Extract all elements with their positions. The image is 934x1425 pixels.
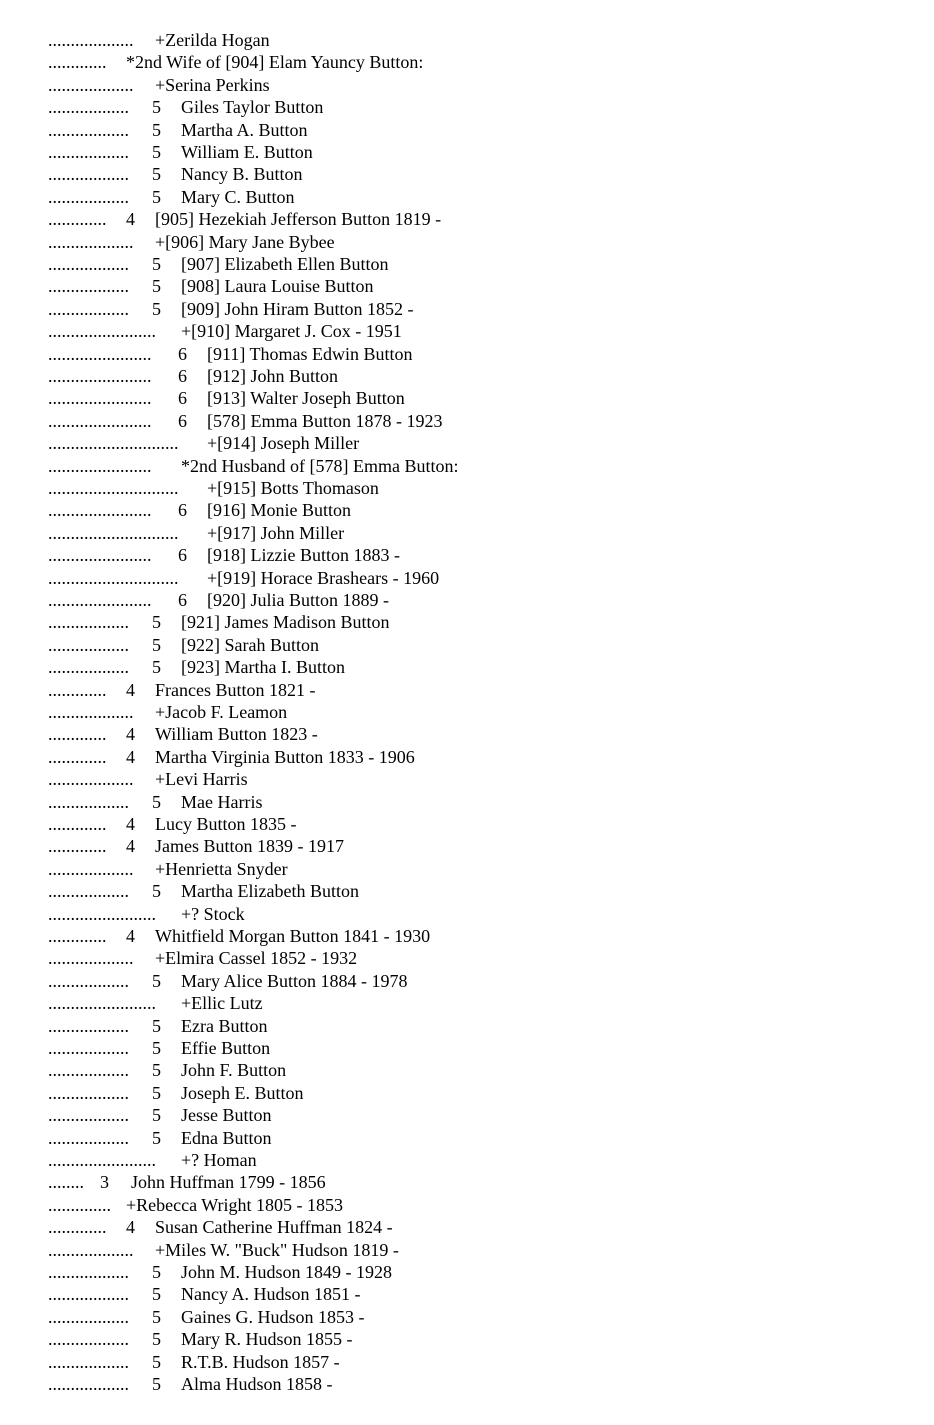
generation-number: 5 bbox=[152, 1127, 161, 1148]
generation-number: 5 bbox=[152, 1374, 161, 1394]
generation-number: 5 bbox=[152, 1082, 161, 1103]
generation-number: 5 bbox=[152, 142, 161, 162]
person-entry: Frances Button 1821 - bbox=[155, 679, 316, 700]
leader-dots: ............. bbox=[48, 724, 107, 745]
person-entry: Martha Virginia Button 1833 - 1906 bbox=[155, 746, 415, 767]
leader-dots: .................. bbox=[48, 1127, 129, 1148]
leader-dots: .................. bbox=[48, 276, 129, 297]
person-entry: James Button 1839 - 1917 bbox=[155, 836, 344, 857]
leader-dots: ........................ bbox=[48, 903, 156, 924]
leader-dots: ............. bbox=[48, 746, 107, 767]
leader-dots: ........................ bbox=[48, 993, 156, 1014]
person-entry: +Serina Perkins bbox=[155, 74, 270, 95]
leader-dots: .................. bbox=[48, 1082, 129, 1103]
leader-dots: .................. bbox=[48, 791, 129, 812]
generation-number: 6 bbox=[178, 366, 187, 386]
leader-dots: ................... bbox=[48, 858, 134, 879]
leader-dots: ....................... bbox=[48, 410, 152, 431]
generation-number: 6 bbox=[178, 410, 187, 431]
person-entry: [908] Laura Louise Button bbox=[181, 276, 374, 297]
leader-dots: ................... bbox=[48, 702, 134, 722]
leader-dots: .............. bbox=[48, 1194, 111, 1215]
leader-dots: .................. bbox=[48, 657, 129, 678]
leader-dots: ....................... bbox=[48, 590, 152, 610]
leader-dots: ............. bbox=[48, 1217, 107, 1238]
person-entry: Martha A. Button bbox=[181, 119, 308, 140]
person-entry: [921] James Madison Button bbox=[181, 612, 390, 633]
leader-dots: .................. bbox=[48, 1015, 129, 1036]
person-entry: +? Stock bbox=[181, 903, 245, 924]
leader-dots: ............. bbox=[48, 679, 107, 700]
generation-number: 4 bbox=[126, 814, 135, 834]
person-entry: Ezra Button bbox=[181, 1015, 268, 1036]
leader-dots: ................... bbox=[48, 948, 134, 969]
leader-dots: ................... bbox=[48, 769, 134, 790]
leader-dots: .................. bbox=[48, 1306, 129, 1327]
leader-dots: .................. bbox=[48, 970, 129, 991]
generation-number: 5 bbox=[152, 1262, 161, 1282]
leader-dots: .................. bbox=[48, 1284, 129, 1305]
person-entry: [920] Julia Button 1889 - bbox=[207, 590, 389, 610]
person-entry: Mae Harris bbox=[181, 791, 263, 812]
person-entry: [918] Lizzie Button 1883 - bbox=[207, 545, 400, 566]
generation-number: 6 bbox=[178, 590, 187, 610]
person-entry: +[906] Mary Jane Bybee bbox=[155, 231, 335, 252]
person-entry: Joseph E. Button bbox=[181, 1082, 304, 1103]
leader-dots: .................. bbox=[48, 1038, 129, 1058]
generation-number: 5 bbox=[152, 1105, 161, 1126]
person-entry: Jesse Button bbox=[181, 1105, 272, 1126]
person-entry: Mary Alice Button 1884 - 1978 bbox=[181, 970, 408, 991]
generation-number: 5 bbox=[152, 1038, 161, 1058]
generation-number: 5 bbox=[152, 276, 161, 297]
leader-dots: .................. bbox=[48, 1329, 129, 1350]
person-entry: Effie Button bbox=[181, 1038, 271, 1058]
leader-dots: ............. bbox=[48, 209, 107, 230]
person-entry: +[914] Joseph Miller bbox=[207, 433, 360, 454]
leader-dots: ........................ bbox=[48, 1150, 156, 1170]
generation-number: 5 bbox=[152, 298, 161, 319]
person-entry: Whitfield Morgan Button 1841 - 1930 bbox=[155, 926, 431, 946]
generation-number: 5 bbox=[152, 657, 161, 678]
generation-number: 4 bbox=[126, 724, 135, 745]
person-entry: R.T.B. Hudson 1857 - bbox=[181, 1351, 340, 1372]
person-entry: Mary C. Button bbox=[181, 186, 295, 207]
person-entry: Lucy Button 1835 - bbox=[155, 814, 297, 834]
leader-dots: ............................. bbox=[48, 433, 179, 454]
leader-dots: .................. bbox=[48, 97, 129, 118]
leader-dots: ................... bbox=[48, 1239, 134, 1260]
leader-dots: ............................. bbox=[48, 567, 179, 588]
generation-number: 6 bbox=[178, 388, 187, 409]
person-entry: Mary R. Hudson 1855 - bbox=[181, 1329, 353, 1350]
generation-number: 4 bbox=[126, 836, 135, 857]
leader-dots: ............. bbox=[48, 836, 107, 857]
person-entry: +? Homan bbox=[181, 1150, 257, 1170]
person-entry: +[919] Horace Brashears - 1960 bbox=[207, 567, 440, 588]
person-entry: William E. Button bbox=[181, 142, 313, 162]
generation-number: 5 bbox=[152, 1329, 161, 1350]
leader-dots: ............................. bbox=[48, 478, 179, 498]
person-entry: [913] Walter Joseph Button bbox=[207, 388, 405, 409]
person-entry: [907] Elizabeth Ellen Button bbox=[181, 254, 389, 274]
leader-dots: .................. bbox=[48, 186, 129, 207]
generation-number: 5 bbox=[152, 1015, 161, 1036]
leader-dots: .................. bbox=[48, 634, 129, 655]
person-entry: +Zerilda Hogan bbox=[155, 30, 270, 50]
person-entry: +Rebecca Wright 1805 - 1853 bbox=[126, 1194, 344, 1215]
leader-dots: ....................... bbox=[48, 366, 152, 386]
generation-number: 5 bbox=[152, 1306, 161, 1327]
leader-dots: ............. bbox=[48, 926, 107, 946]
generation-number: 5 bbox=[152, 1060, 161, 1081]
person-entry: Alma Hudson 1858 - bbox=[181, 1374, 333, 1394]
leader-dots: ....................... bbox=[48, 343, 152, 364]
person-entry: Edna Button bbox=[181, 1127, 272, 1148]
generation-number: 5 bbox=[152, 186, 161, 207]
leader-dots: .................. bbox=[48, 119, 129, 140]
person-entry: [905] Hezekiah Jefferson Button 1819 - bbox=[155, 209, 442, 230]
generation-number: 5 bbox=[152, 254, 161, 274]
leader-dots: ............. bbox=[48, 52, 107, 73]
leader-dots: .................. bbox=[48, 254, 129, 274]
person-entry: Nancy A. Hudson 1851 - bbox=[181, 1284, 361, 1305]
generation-number: 6 bbox=[178, 500, 187, 521]
generation-number: 5 bbox=[152, 1351, 161, 1372]
person-entry: John M. Hudson 1849 - 1928 bbox=[181, 1262, 393, 1282]
leader-dots: .................. bbox=[48, 1262, 129, 1282]
person-entry: +[910] Margaret J. Cox - 1951 bbox=[181, 321, 402, 342]
leader-dots: .................. bbox=[48, 164, 129, 185]
generation-number: 4 bbox=[126, 746, 135, 767]
leader-dots: ........ bbox=[48, 1172, 84, 1193]
generation-number: 5 bbox=[152, 164, 161, 185]
person-entry: *2nd Wife of [904] Elam Yauncy Button: bbox=[126, 52, 424, 73]
leader-dots: ....................... bbox=[48, 455, 152, 476]
person-entry: Nancy B. Button bbox=[181, 164, 303, 185]
person-entry: [923] Martha I. Button bbox=[181, 657, 345, 678]
leader-dots: ....................... bbox=[48, 545, 152, 566]
person-entry: Susan Catherine Huffman 1824 - bbox=[155, 1217, 393, 1238]
leader-dots: ................... bbox=[48, 74, 134, 95]
person-entry: William Button 1823 - bbox=[155, 724, 318, 745]
leader-dots: ............................. bbox=[48, 522, 179, 543]
leader-dots: .................. bbox=[48, 881, 129, 902]
person-entry: +[917] John Miller bbox=[207, 522, 345, 543]
person-entry: +Henrietta Snyder bbox=[155, 858, 288, 879]
generation-number: 4 bbox=[126, 926, 135, 946]
person-entry: *2nd Husband of [578] Emma Button: bbox=[181, 455, 459, 476]
leader-dots: .................. bbox=[48, 1374, 129, 1394]
leader-dots: ....................... bbox=[48, 388, 152, 409]
generation-number: 6 bbox=[178, 545, 187, 566]
person-entry: +Levi Harris bbox=[155, 769, 248, 790]
leader-dots: ....................... bbox=[48, 500, 152, 521]
leader-dots: ................... bbox=[48, 231, 134, 252]
leader-dots: .................. bbox=[48, 1351, 129, 1372]
person-entry: +Elmira Cassel 1852 - 1932 bbox=[155, 948, 358, 969]
person-entry: Giles Taylor Button bbox=[181, 97, 324, 118]
person-entry: [911] Thomas Edwin Button bbox=[207, 343, 413, 364]
person-entry: +Jacob F. Leamon bbox=[155, 702, 288, 722]
person-entry: [909] John Hiram Button 1852 - bbox=[181, 298, 414, 319]
leader-dots: .................. bbox=[48, 142, 129, 162]
person-entry: Gaines G. Hudson 1853 - bbox=[181, 1306, 365, 1327]
person-entry: [912] John Button bbox=[207, 366, 339, 386]
person-entry: Martha Elizabeth Button bbox=[181, 881, 359, 902]
leader-dots: ............. bbox=[48, 814, 107, 834]
generation-number: 5 bbox=[152, 970, 161, 991]
generation-number: 5 bbox=[152, 1284, 161, 1305]
person-entry: +Ellic Lutz bbox=[181, 993, 263, 1014]
leader-dots: ................... bbox=[48, 30, 134, 50]
generation-number: 4 bbox=[126, 209, 135, 230]
person-entry: +Miles W. "Buck" Hudson 1819 - bbox=[155, 1239, 399, 1260]
person-entry: [922] Sarah Button bbox=[181, 634, 319, 655]
generation-number: 6 bbox=[178, 343, 187, 364]
person-entry: John F. Button bbox=[181, 1060, 287, 1081]
leader-dots: .................. bbox=[48, 1060, 129, 1081]
generation-number: 3 bbox=[100, 1172, 109, 1193]
person-entry: John Huffman 1799 - 1856 bbox=[131, 1172, 326, 1193]
generation-number: 5 bbox=[152, 612, 161, 633]
generation-number: 5 bbox=[152, 97, 161, 118]
generation-number: 5 bbox=[152, 791, 161, 812]
leader-dots: .................. bbox=[48, 1105, 129, 1126]
leader-dots: .................. bbox=[48, 298, 129, 319]
person-entry: [578] Emma Button 1878 - 1923 bbox=[207, 410, 443, 431]
generation-number: 5 bbox=[152, 881, 161, 902]
leader-dots: ........................ bbox=[48, 321, 156, 342]
person-entry: [916] Monie Button bbox=[207, 500, 351, 521]
generation-number: 5 bbox=[152, 634, 161, 655]
generation-number: 4 bbox=[126, 1217, 135, 1238]
generation-number: 5 bbox=[152, 119, 161, 140]
person-entry: +[915] Botts Thomason bbox=[207, 478, 379, 498]
generation-number: 4 bbox=[126, 679, 135, 700]
leader-dots: .................. bbox=[48, 612, 129, 633]
